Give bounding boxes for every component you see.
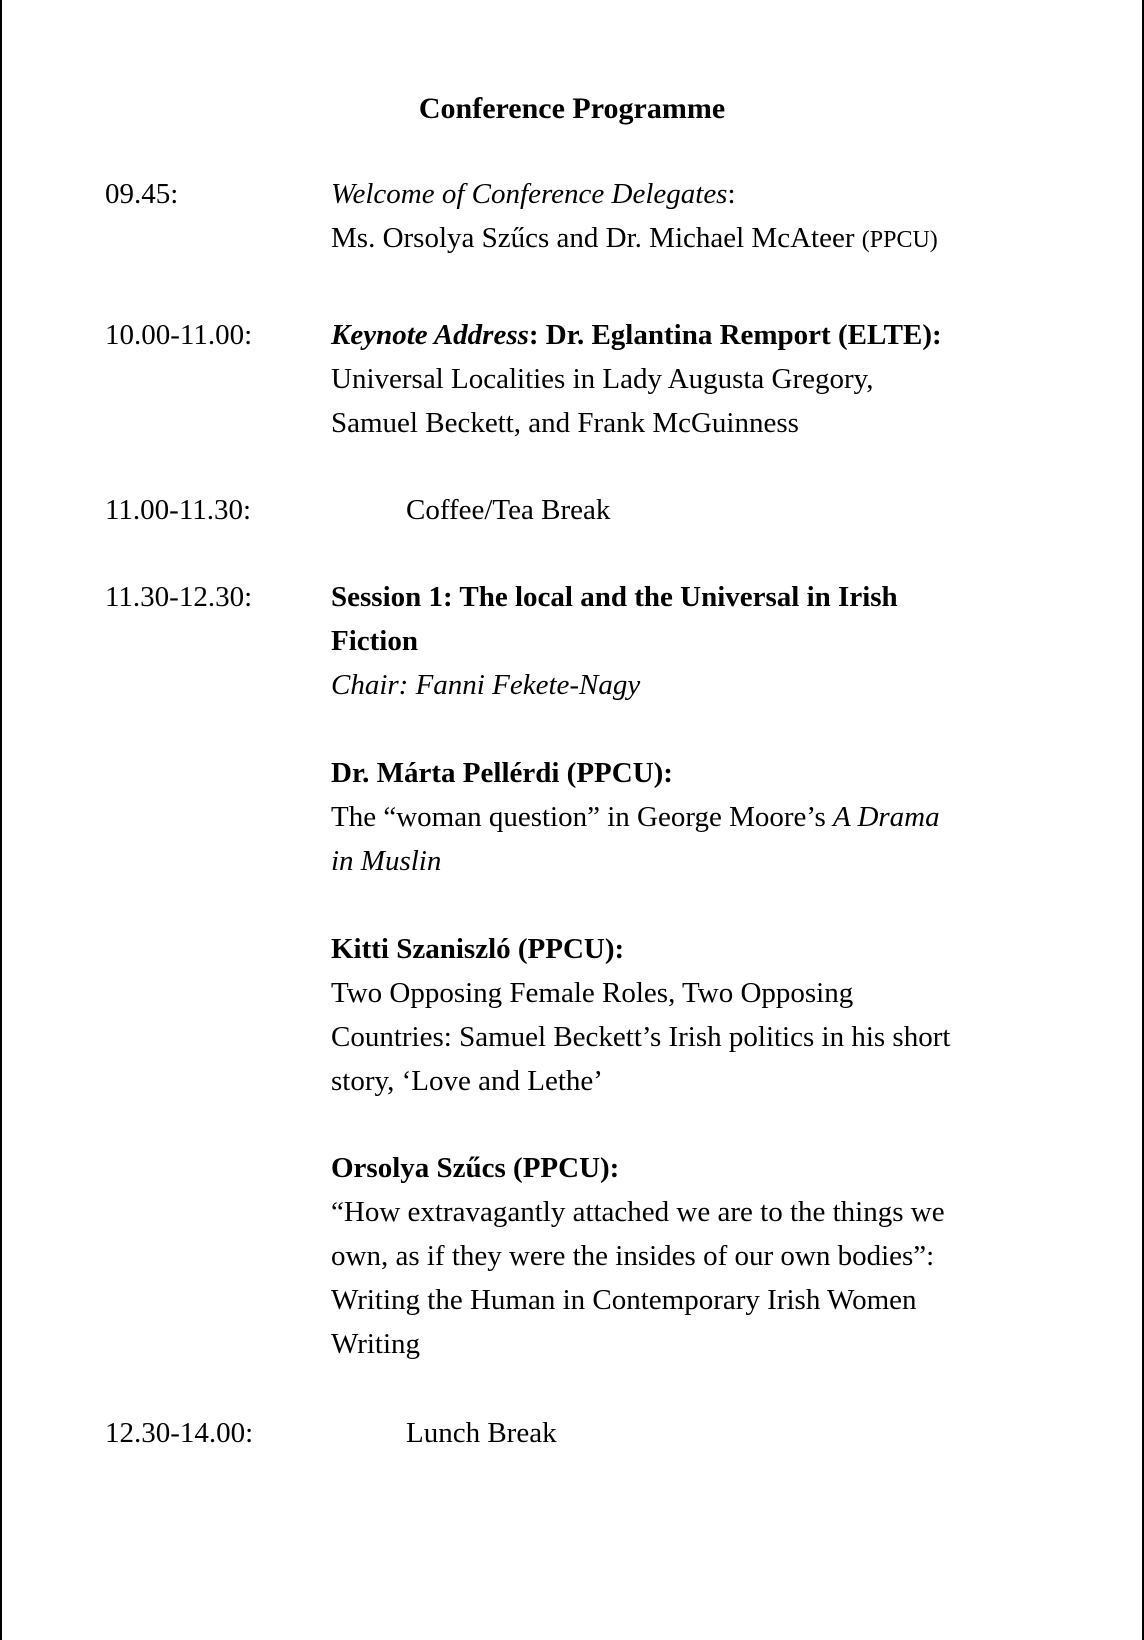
talk-content (331, 1146, 1051, 1366)
break-label: Coffee/Tea Break (406, 494, 611, 526)
talk-title-line-2: own, as if they were the insides of our own bodies”: (331, 1240, 935, 1272)
talk-title-line-1: “How extravagantly attached we are to the things we (331, 1196, 945, 1228)
welcome-line (331, 172, 1051, 216)
keynote-speaker: : Dr. Eglantina Remport (ELTE): (528, 319, 942, 351)
welcome-affiliation: (PPCU) (861, 227, 938, 253)
talk-title-line-1 (331, 795, 1051, 839)
welcome-label: Welcome of Conference Delegates (331, 178, 728, 210)
keynote-heading (331, 313, 1051, 357)
session-chair: Chair: Fanni Fekete-Nagy (331, 669, 641, 701)
time-label: 09.45: (105, 178, 179, 210)
time-label: 12.30-14.00: (105, 1417, 254, 1449)
talk-title-line-1: Two Opposing Female Roles, Two Opposing (331, 977, 854, 1009)
talk-title-line-3: story, ‘Love and Lethe’ (331, 1065, 603, 1097)
title-text: Conference Programme (418, 92, 726, 125)
keynote-label: Keynote Address (331, 319, 529, 351)
talk-speaker: Dr. Márta Pellérdi (PPCU): (331, 757, 673, 789)
session-title-line-2: Fiction (331, 625, 418, 657)
time-label: 10.00-11.00: (105, 319, 253, 351)
talk-title-line-2: in Muslin (331, 845, 442, 877)
time-label: 11.30-12.30: (105, 581, 253, 613)
time-label: 11.00-11.30: (105, 494, 252, 526)
item-content (331, 172, 1051, 262)
talk-speaker: Orsolya Szűcs (PPCU): (331, 1152, 620, 1184)
item-content (331, 313, 1051, 445)
talk-title-italic: A Drama (833, 801, 940, 833)
keynote-title-line-1: Universal Localities in Lady Augusta Gregory, (331, 363, 874, 395)
talk-content (331, 927, 1051, 1103)
talk-speaker: Kitti Szaniszló (PPCU): (331, 933, 625, 965)
page-title (0, 92, 1144, 126)
welcome-colon: : (727, 178, 736, 210)
talk-title-line-4: Writing (331, 1328, 421, 1360)
talk-title-plain: The “woman question” in George Moore’s (331, 801, 834, 833)
session-content (331, 575, 1051, 707)
talk-title-line-3: Writing the Human in Contemporary Irish Women (331, 1284, 917, 1316)
session-title-line-1: Session 1: The local and the Universal in Irish (331, 581, 898, 613)
break-label: Lunch Break (406, 1417, 557, 1449)
welcome-names-line (331, 216, 1051, 262)
talk-title-line-2: Countries: Samuel Beckett’s Irish politics in his short (331, 1021, 951, 1053)
talk-content (331, 751, 1051, 883)
welcome-names: Ms. Orsolya Szűcs and Dr. Michael McAteer (331, 222, 862, 254)
keynote-title-line-2: Samuel Beckett, and Frank McGuinness (331, 407, 799, 439)
